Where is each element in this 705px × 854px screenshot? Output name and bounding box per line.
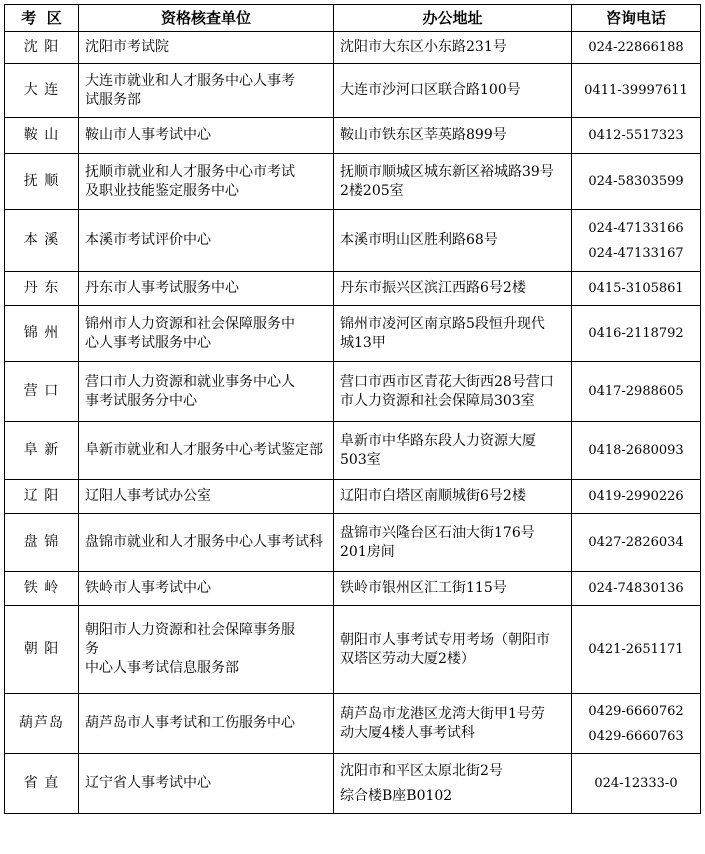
unit-cell-line: 鞍山市人事考试中心 [85, 127, 211, 143]
header-phone: 咨询电话 [572, 5, 701, 32]
phone-cell [572, 272, 701, 306]
table-row [5, 694, 701, 754]
unit-cell-line: 试服务部 [85, 91, 141, 108]
unit-cell-line: 辽宁省人事考试中心 [85, 775, 211, 791]
address-cell-line: 503室 [340, 451, 381, 468]
address-cell-line: 双塔区劳动大厦2楼） [340, 650, 475, 667]
phone-cell [572, 154, 701, 210]
phone-cell-line: 024-12333-0 [594, 776, 678, 791]
address-cell-line: 城13甲 [340, 334, 386, 351]
unit-cell [79, 118, 334, 154]
district-cell: 鞍 山 [5, 118, 79, 154]
address-cell-line: 锦州市凌河区南京路5段恒升现代 [340, 315, 545, 332]
address-cell [334, 514, 572, 572]
address-cell-line: 动大厦4楼人事考试科 [340, 724, 475, 741]
address-cell-line: 201房间 [340, 543, 395, 560]
address-cell [334, 64, 572, 118]
header-unit: 资格核查单位 [79, 5, 334, 32]
district-cell: 锦 州 [5, 306, 79, 362]
unit-cell-line: 阜新市就业和人才服务中心考试鉴定部 [85, 442, 323, 458]
phone-cell [572, 694, 701, 754]
unit-cell [79, 606, 334, 694]
district-cell: 盘 锦 [5, 514, 79, 572]
phone-cell-line: 0412-5517323 [588, 128, 684, 143]
unit-cell-line: 沈阳市考试院 [85, 39, 169, 55]
table-row [5, 422, 701, 480]
table-row [5, 118, 701, 154]
phone-cell-line: 0416-2118792 [588, 326, 684, 341]
phone-cell [572, 362, 701, 422]
district-cell: 本 溪 [5, 210, 79, 272]
unit-cell-line: 铁岭市人事考试中心 [85, 580, 211, 596]
unit-cell-line: 及职业技能鉴定服务中心 [85, 182, 239, 199]
unit-cell-line: 务 [85, 641, 99, 657]
unit-cell-line: 营口市人力资源和就业事务中心人 [85, 373, 295, 390]
address-cell [334, 572, 572, 606]
address-cell [334, 154, 572, 210]
phone-cell [572, 32, 701, 64]
phone-cell [572, 514, 701, 572]
table-row [5, 572, 701, 606]
unit-cell [79, 422, 334, 480]
phone-cell [572, 422, 701, 480]
phone-cell-line: 024-58303599 [588, 174, 684, 189]
address-cell-line: 本溪市明山区胜利路68号 [340, 232, 498, 248]
contact-table-wrapper [4, 4, 701, 814]
header-address: 办公地址 [334, 5, 572, 32]
address-cell [334, 272, 572, 306]
phone-cell-line: 0429-6660762 [588, 703, 684, 719]
unit-cell-line: 葫芦岛市人事考试和工伤服务中心 [85, 715, 295, 731]
table-row [5, 480, 701, 514]
unit-cell-line: 大连市就业和人才服务中心人事考 [85, 72, 295, 89]
table-row [5, 514, 701, 572]
address-cell-line: 鞍山市铁东区莘英路899号 [340, 127, 507, 143]
address-cell-line: 铁岭市银州区汇工街115号 [340, 580, 507, 596]
header-district: 考 区 [5, 5, 79, 32]
phone-cell-line: 0418-2680093 [588, 443, 684, 458]
unit-cell [79, 272, 334, 306]
district-cell: 沈 阳 [5, 32, 79, 64]
table-row [5, 272, 701, 306]
address-cell-line: 阜新市中华路东段人力资源大厦 [340, 432, 536, 449]
phone-cell-line: 0411-39997611 [584, 83, 688, 98]
address-cell-line: 盘锦市兴隆台区石油大街176号 [340, 524, 535, 541]
address-cell-line: 大连市沙河口区联合路100号 [340, 82, 521, 98]
address-cell [334, 422, 572, 480]
address-cell-line: 朝阳市人事考试专用考场（朝阳市 [340, 631, 550, 648]
address-cell-line: 抚顺市顺城区城东新区裕城路39号 [340, 163, 554, 180]
table-row [5, 64, 701, 118]
unit-cell [79, 480, 334, 514]
address-cell-line: 辽阳市白塔区南顺城街6号2楼 [340, 488, 526, 504]
phone-cell [572, 606, 701, 694]
address-cell [334, 694, 572, 754]
phone-cell [572, 210, 701, 272]
address-cell-line: 沈阳市大东区小东路231号 [340, 39, 507, 55]
unit-cell-line: 抚顺市就业和人才服务中心市考试 [85, 163, 295, 180]
unit-cell [79, 754, 334, 814]
unit-cell-line: 朝阳市人力资源和社会保障事务服 [85, 622, 295, 638]
district-cell: 省 直 [5, 754, 79, 814]
address-cell-line: 市人力资源和社会保障局303室 [340, 392, 535, 409]
district-cell: 葫芦岛 [5, 694, 79, 754]
district-cell: 大 连 [5, 64, 79, 118]
address-cell-line: 综合楼B座B0102 [340, 787, 453, 804]
address-cell [334, 362, 572, 422]
address-cell [334, 306, 572, 362]
phone-cell-line: 0421-2651171 [588, 642, 684, 657]
address-cell [334, 606, 572, 694]
unit-cell [79, 572, 334, 606]
phone-cell-line: 024-47133166 [588, 220, 684, 236]
phone-cell [572, 306, 701, 362]
unit-cell-line: 辽阳人事考试办公室 [85, 488, 211, 504]
district-cell: 铁 岭 [5, 572, 79, 606]
district-cell: 营 口 [5, 362, 79, 422]
district-cell: 抚 顺 [5, 154, 79, 210]
phone-cell-line: 0429-6660763 [588, 728, 684, 744]
district-cell: 朝 阳 [5, 606, 79, 694]
phone-cell [572, 754, 701, 814]
unit-cell [79, 154, 334, 210]
unit-cell-line: 本溪市考试评价中心 [85, 232, 211, 248]
phone-cell [572, 572, 701, 606]
district-cell: 丹 东 [5, 272, 79, 306]
phone-cell-line: 0427-2826034 [588, 535, 684, 550]
unit-cell-line: 中心人事考试信息服务部 [85, 660, 239, 676]
unit-cell [79, 210, 334, 272]
unit-cell-line: 心人事考试服务中心 [85, 334, 211, 351]
table-body [5, 32, 701, 814]
unit-cell-line: 丹东市人事考试服务中心 [85, 280, 239, 296]
address-cell-line: 营口市西市区青花大街西28号营口 [340, 373, 554, 390]
phone-cell-line: 024-22866188 [588, 40, 684, 55]
table-row [5, 210, 701, 272]
phone-cell [572, 118, 701, 154]
address-cell [334, 118, 572, 154]
phone-cell-line: 024-47133167 [588, 245, 684, 261]
address-cell-line: 2楼205室 [340, 182, 404, 199]
district-cell: 阜 新 [5, 422, 79, 480]
unit-cell [79, 64, 334, 118]
table-row [5, 154, 701, 210]
unit-cell-line: 盘锦市就业和人才服务中心人事考试科 [85, 534, 323, 550]
unit-cell-line: 锦州市人力资源和社会保障服务中 [85, 315, 295, 332]
phone-cell-line: 0419-2990226 [588, 489, 684, 504]
unit-cell [79, 694, 334, 754]
district-cell: 辽 阳 [5, 480, 79, 514]
address-cell [334, 32, 572, 64]
phone-cell [572, 480, 701, 514]
unit-cell [79, 32, 334, 64]
table-row [5, 606, 701, 694]
table-row [5, 306, 701, 362]
phone-cell-line: 024-74830136 [588, 581, 684, 596]
unit-cell-line: 事考试服务分中心 [85, 392, 197, 409]
unit-cell [79, 306, 334, 362]
contact-table [4, 4, 701, 814]
address-cell-line: 丹东市振兴区滨江西路6号2楼 [340, 280, 526, 296]
phone-cell-line: 0417-2988605 [588, 384, 684, 399]
header-row [5, 5, 701, 32]
address-cell [334, 754, 572, 814]
phone-cell [572, 64, 701, 118]
table-row [5, 754, 701, 814]
address-cell [334, 210, 572, 272]
unit-cell [79, 514, 334, 572]
table-row [5, 362, 701, 422]
address-cell [334, 480, 572, 514]
address-cell-line: 沈阳市和平区太原北街2号 [340, 762, 503, 779]
phone-cell-line: 0415-3105861 [588, 281, 684, 296]
address-cell-line: 葫芦岛市龙港区龙湾大街甲1号劳 [340, 705, 545, 722]
table-row [5, 32, 701, 64]
unit-cell [79, 362, 334, 422]
